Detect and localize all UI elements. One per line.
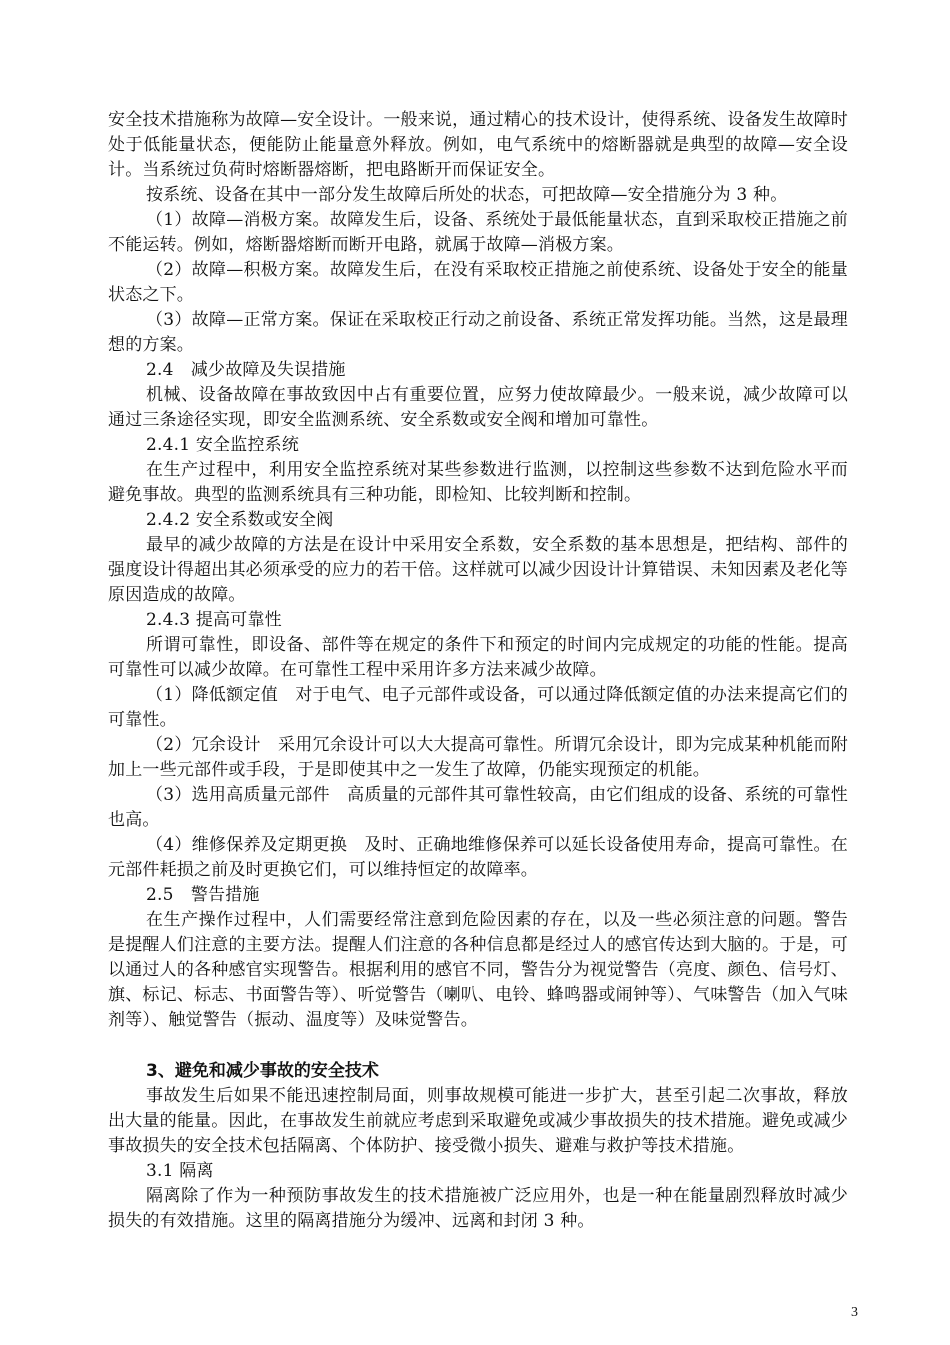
paragraph: （3）故障—正常方案。保证在采取校正行动之前设备、系统正常发挥功能。当然，这是最理想的方案。 (108, 310, 848, 355)
section-3-text (108, 1084, 848, 1234)
paragraph: 在生产操作过程中，人们需要经常注意到危险因素的存在，以及一些必须注意的问题。警告是提醒人们注意的主要方法。提醒人们注意的各种信息都是经过人的感官传达到大脑的。于是，可以通过人的各种感官实现警告。根据利用的感官不同，警告分为视觉警告（亮度、颜色、信号灯、旗、标记、标志、书面警告等）、听觉警告（喇叭、电铃、蜂鸣器或闹钟等）、气味警告（加入气味剂等）、触觉警告（振动、温度等）及味觉警告。 (108, 910, 848, 1030)
paragraph: （1）降低额定值 对于电气、电子元部件或设备，可以通过降低额定值的办法来提高它们的可靠性。 (108, 685, 848, 730)
paragraph: 按系统、设备在其中一部分发生故障后所处的状态，可把故障—安全措施分为 3 种。 (146, 185, 788, 205)
section-3-heading: 3、避免和减少事故的安全技术 (146, 1061, 379, 1081)
paragraph: 最早的减少故障的方法是在设计中采用安全系数，安全系数的基本思想是，把结构、部件的强度设计得超出其必须承受的应力的若干倍。这样就可以减少因设计计算错误、未知因素及老化等原因造成的故障。 (108, 535, 848, 605)
section-2-text (108, 108, 848, 1033)
paragraph: 2.4.1 安全监控系统 (146, 435, 300, 455)
paragraph: （4）维修保养及定期更换 及时、正确地维修保养可以延长设备使用寿命，提高可靠性。在元部件耗损之前及时更换它们，可以维持恒定的故障率。 (108, 835, 848, 880)
document-body (108, 108, 848, 1234)
paragraph: 3.1 隔离 (146, 1161, 214, 1181)
paragraph: 所谓可靠性，即设备、部件等在规定的条件下和预定的时间内完成规定的功能的性能。提高可靠性可以减少故障。在可靠性工程中采用许多方法来减少故障。 (108, 635, 848, 680)
page-number: 3 (851, 1305, 858, 1320)
paragraph: 事故发生后如果不能迅速控制局面，则事故规模可能进一步扩大，甚至引起二次事故，释放出大量的能量。因此，在事故发生前就应考虑到采取避免或减少事故损失的技术措施。避免或减少事故损失的安全技术包括隔离、个体防护、接受微小损失、避难与救护等技术措施。 (108, 1086, 848, 1156)
paragraph: 2.4.2 安全系数或安全阀 (146, 510, 334, 530)
paragraph: （3）选用高质量元部件 高质量的元部件其可靠性较高，由它们组成的设备、系统的可靠性也高。 (108, 785, 848, 830)
paragraph: 隔离除了作为一种预防事故发生的技术措施被广泛应用外，也是一种在能量剧烈释放时减少损失的有效措施。这里的隔离措施分为缓冲、远离和封闭 3 种。 (108, 1186, 848, 1231)
paragraph: 在生产过程中，利用安全监控系统对某些参数进行监测，以控制这些参数不达到危险水平而避免事故。典型的监测系统具有三种功能，即检知、比较判断和控制。 (108, 460, 848, 505)
paragraph: 安全技术措施称为故障—安全设计。一般来说，通过精心的技术设计，使得系统、设备发生故障时处于低能量状态，便能防止能量意外释放。例如，电气系统中的熔断器就是典型的故障—安全设计。当系统过负荷时熔断器熔断，把电路断开而保证安全。 (108, 110, 848, 180)
paragraph: （2）故障—积极方案。故障发生后，在没有采取校正措施之前使系统、设备处于安全的能量状态之下。 (108, 260, 848, 305)
paragraph: （2）冗余设计 采用冗余设计可以大大提高可靠性。所谓冗余设计，即为完成某种机能而附加上一些元部件或手段，于是即使其中之一发生了故障，仍能实现预定的机能。 (108, 735, 848, 780)
paragraph: 2.4.3 提高可靠性 (146, 610, 282, 630)
paragraph: 机械、设备故障在事故致因中占有重要位置，应努力使故障最少。一般来说，减少故障可以通过三条途径实现，即安全监测系统、安全系数或安全阀和增加可靠性。 (108, 385, 848, 430)
paragraph: 2.4 减少故障及失误措施 (146, 360, 346, 380)
paragraph: 2.5 警告措施 (146, 885, 260, 905)
paragraph: （1）故障—消极方案。故障发生后，设备、系统处于最低能量状态，直到采取校正措施之前不能运转。例如，熔断器熔断而断开电路，就属于故障—消极方案。 (108, 210, 848, 255)
